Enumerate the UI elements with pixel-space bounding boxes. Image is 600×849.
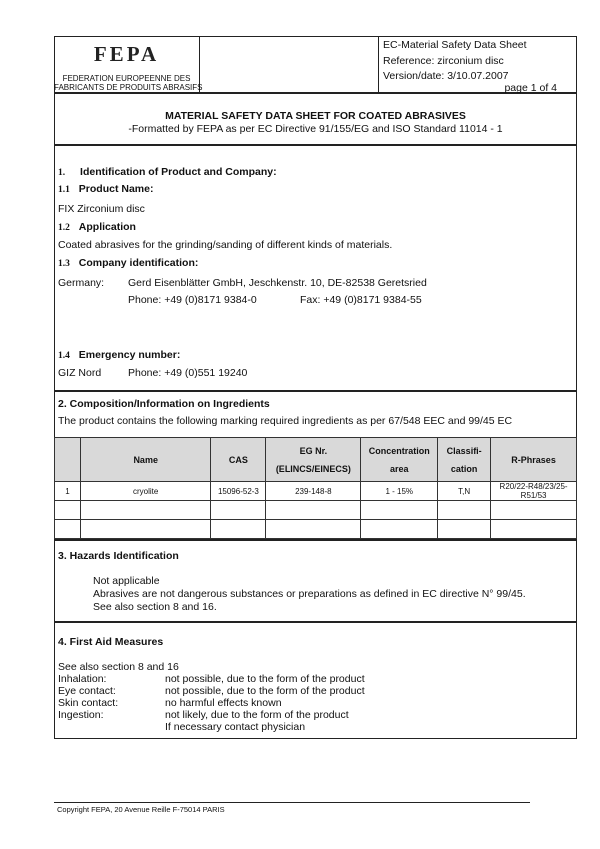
first-aid-label: Inhalation: [58,673,107,685]
first-aid-value: not possible, due to the form of the product [165,673,365,685]
table-header-concentration: Concentration area [361,438,438,482]
emergency-center: GIZ Nord [58,367,102,379]
hazards-line-1: Not applicable [93,575,160,587]
cell-r-phrases: R20/22-R48/23/25-R51/53 [491,482,577,501]
product-name: FIX Zirconium disc [58,203,145,215]
company-fax: Fax: +49 (0)8171 9384-55 [300,294,422,306]
cell-cas: 15096-52-3 [211,482,266,501]
section-4-heading: 4. First Aid Measures [58,636,164,648]
cell-eg: 239-148-8 [266,482,361,501]
table-header-cas: CAS [211,438,266,482]
doc-type: EC-Material Safety Data Sheet [383,39,527,51]
first-aid-value: not likely, due to the form of the product [165,709,349,721]
first-aid-intro: See also section 8 and 16 [58,661,179,673]
section-1-3-heading: 1.3 Company identification: [58,257,199,269]
footer-rule [54,802,530,803]
section-1-heading: 1. Identification of Product and Company: [58,166,277,178]
section-1-1-heading: 1.1 Product Name: [58,183,154,195]
first-aid-label: Skin contact: [58,697,119,709]
first-aid-label: Ingestion: [58,709,104,721]
doc-reference: Reference: zirconium disc [383,55,504,67]
org-name-line2: FABRICANTS DE PRODUITS ABRASIFS [54,83,203,92]
table-row-empty [55,520,577,539]
cell-no: 1 [55,482,81,501]
hazards-line-2: Abrasives are not dangerous substances or preparations as defined in EC directive N° 99/45. [93,588,526,600]
org-name-line1: FEDERATION EUROPEENNE DES [62,74,191,83]
first-aid-value: no harmful effects known [165,697,282,709]
document-subtitle: -Formatted by FEPA as per EC Directive 91/155/EG and ISO Standard 11014 - 1 [128,123,503,135]
section-1-2-heading: 1.2 Application [58,221,136,233]
table-header-no [55,438,81,482]
cell-concentration: 1 - 15% [361,482,438,501]
footer-copyright: Copyright FEPA, 20 Avenue Reille F-75014 PARIS [57,805,225,814]
ingredients-table [54,437,577,539]
emergency-phone: Phone: +49 (0)551 19240 [128,367,248,379]
company-phone: Phone: +49 (0)8171 9384-0 [128,294,257,306]
cell-classification: T,N [438,482,491,501]
table-row [55,482,577,501]
first-aid-value: not possible, due to the form of the product [165,685,365,697]
table-header-classification: Classifi- cation [438,438,491,482]
doc-version: Version/date: 3/10.07.2007 [383,70,509,82]
cell-name: cryolite [80,482,211,501]
section-3-heading: 3. Hazards Identification [58,550,179,562]
fepa-logo-text: FEPA [93,42,160,66]
hazards-line-3: See also section 8 and 16. [93,601,217,613]
first-aid-label: Eye contact: [58,685,116,697]
header-divider-right [378,36,379,93]
table-row-empty [55,501,577,520]
company-country: Germany: [58,277,105,289]
first-aid-value: If necessary contact physician [165,721,306,733]
page-number: page 1 of 4 [504,82,557,94]
document-title: MATERIAL SAFETY DATA SHEET FOR COATED ABRASIVES [165,110,466,122]
table-header-name: Name [80,438,211,482]
table-header-eg: EG Nr. (ELINCS/EINECS) [266,438,361,482]
table-header-r-phrases: R-Phrases [491,438,577,482]
application-text: Coated abrasives for the grinding/sanding of different kinds of materials. [58,239,393,251]
fepa-logo [54,42,199,67]
section-2-heading: 2. Composition/Information on Ingredients [58,398,270,410]
company-address: Gerd Eisenblätter GmbH, Jeschkenstr. 10, DE-82538 Geretsried [128,277,427,289]
section-2-intro: The product contains the following marking required ingredients as per 67/548 EEC and 99/45 EC [58,415,513,427]
section-1-4-heading: 1.4 Emergency number: [58,349,181,361]
